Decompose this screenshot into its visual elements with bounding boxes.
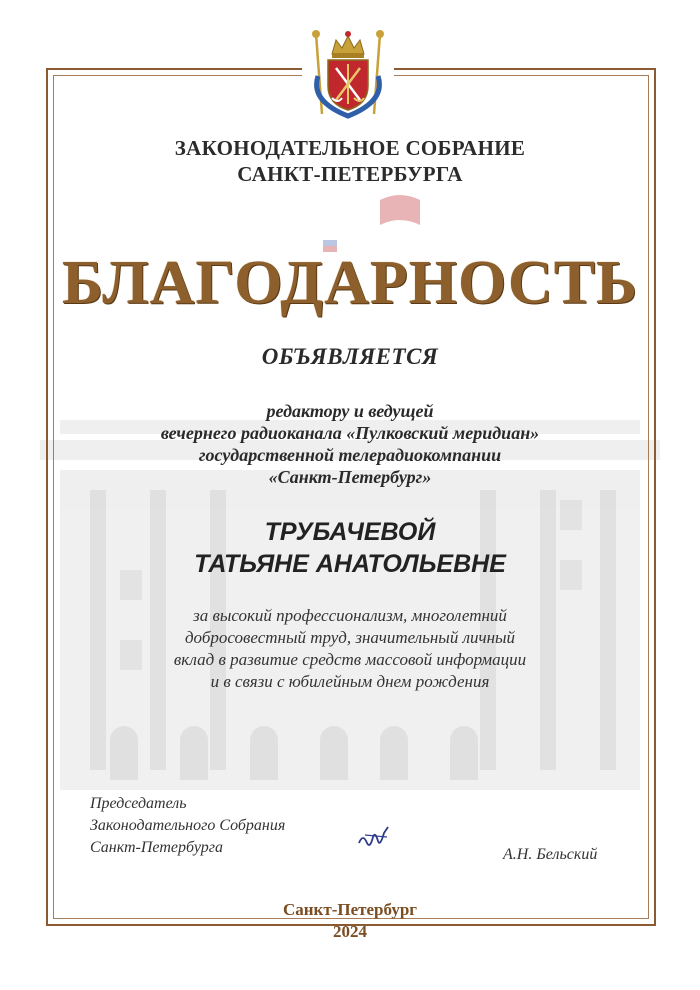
recipient-position	[0, 400, 700, 488]
signer-title-line: Санкт-Петербурга	[90, 839, 223, 856]
recipient-given-names: ТАТЬЯНЕ АНАТОЛЬЕВНЕ	[194, 550, 506, 578]
recipient-surname: ТРУБАЧЕВОЙ	[264, 518, 436, 546]
recipient-full-name	[0, 516, 700, 580]
certificate-title: БЛАГОДАРНОСТЬ	[61, 249, 639, 317]
recipient-line: государственной телерадиокомпании	[198, 445, 502, 465]
signer-title-line: Законодательного Собрания	[90, 817, 286, 834]
signer-title-line: Председатель	[90, 795, 187, 812]
organization-name-line1: ЗАКОНОДАТЕЛЬНОЕ СОБРАНИЕ	[174, 136, 526, 160]
organization-name-line2: САНКТ-ПЕТЕРБУРГА	[237, 162, 463, 186]
signer-title	[90, 793, 390, 859]
reason-line: за высокий профессионализм, многолетний	[193, 606, 507, 625]
signature-icon	[355, 823, 395, 853]
issue-city: Санкт-Петербург	[282, 900, 418, 919]
st-petersburg-emblem	[302, 24, 394, 124]
recipient-line: «Санкт-Петербург»	[268, 467, 432, 487]
reason-line: и в связи с юбилейным днем рождения	[210, 672, 490, 691]
declared-heading: ОБЪЯВЛЯЕТСЯ	[261, 344, 439, 369]
issue-year: 2024	[333, 922, 367, 941]
award-reason	[0, 605, 700, 693]
recipient-line: вечернего радиоканала «Пулковский меридиан»	[160, 423, 540, 443]
reason-line: вклад в развитие средств массовой информации	[173, 650, 527, 669]
recipient-line: редактору и ведущей	[266, 401, 434, 421]
reason-line: добросовестный труд, значительный личный	[184, 628, 516, 647]
signer-name: А.Н. Бельский	[503, 846, 598, 863]
coat-of-arms-icon	[302, 24, 394, 124]
